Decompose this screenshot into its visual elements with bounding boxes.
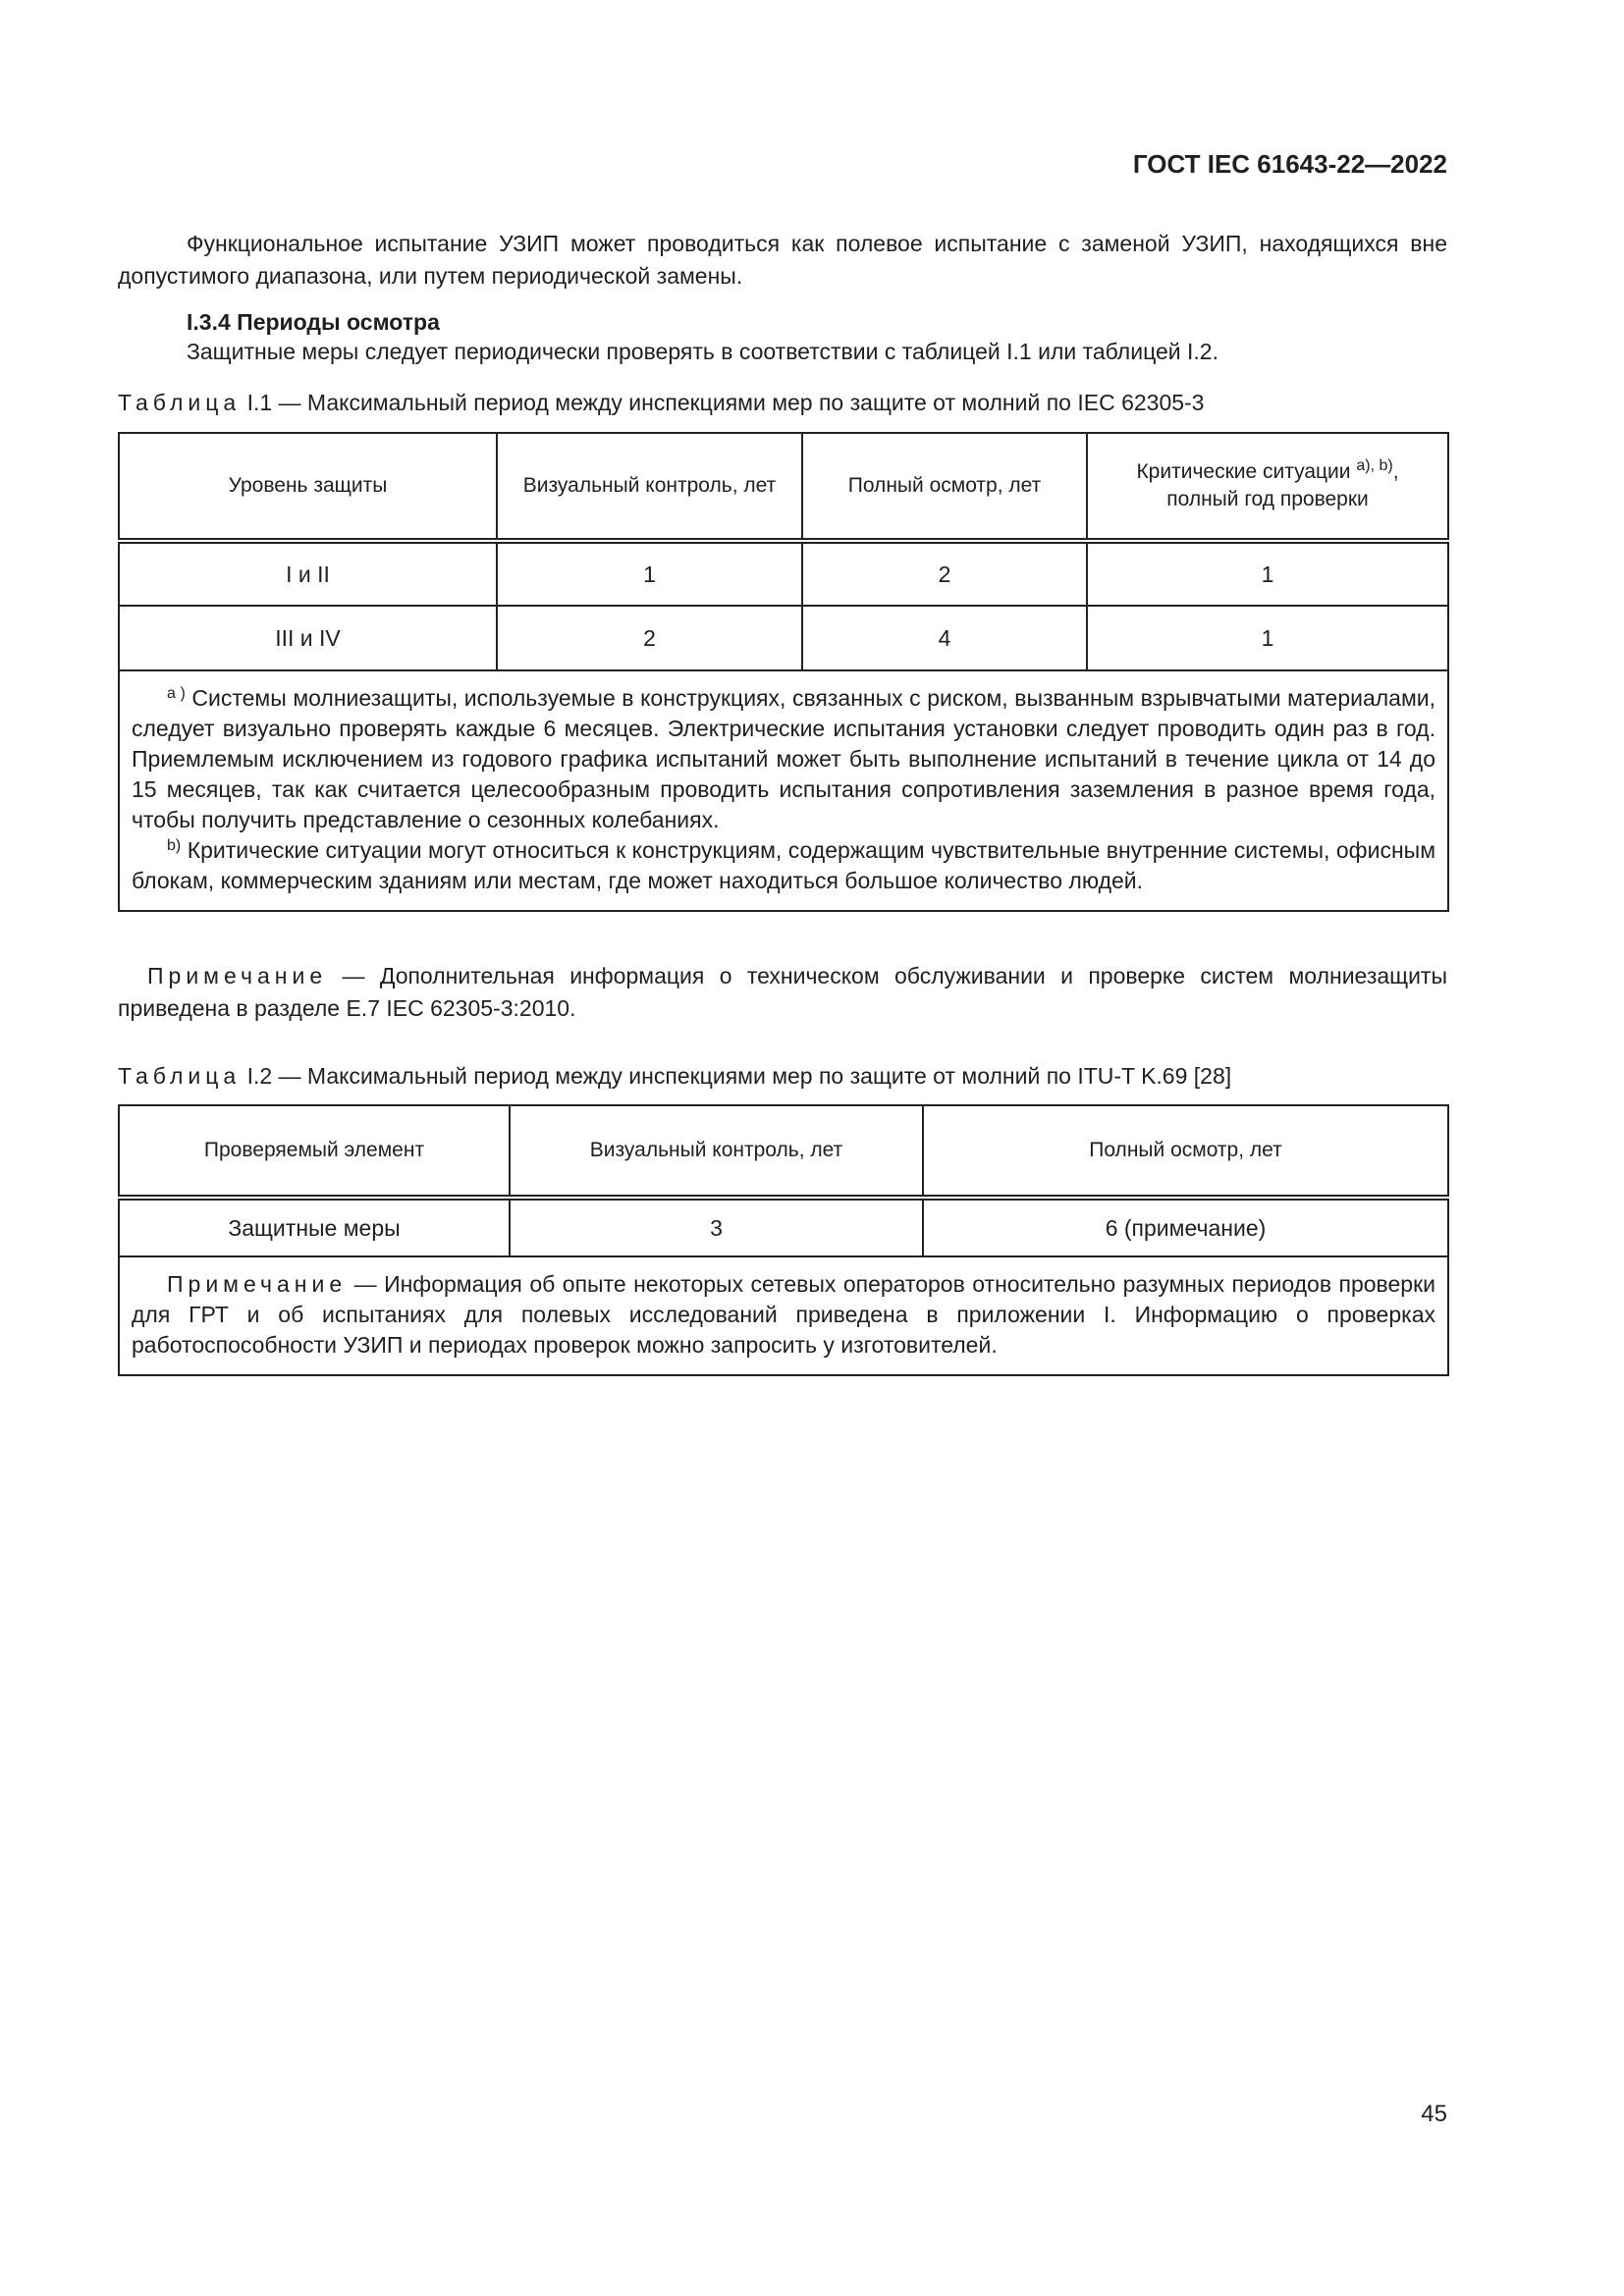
table2-caption bbox=[118, 1060, 1447, 1093]
note-text: — Дополнительная информация о техническом обслуживании и проверке систем молниезащиты приведена в разделе Е.7 IEC 62305-3:2010. bbox=[118, 963, 1447, 1021]
table-row bbox=[119, 541, 1448, 606]
table1-header-critical-comma: , bbox=[1392, 460, 1399, 483]
table2 bbox=[118, 1104, 1449, 1376]
footnote-b-text: Критические ситуации могут относиться к конструкциям, содержащим чувствительные внутренние системы, офисным блокам, коммерческим зданиям или местам, где может находиться большое количество людей. bbox=[132, 837, 1436, 893]
document-standard-header: ГОСТ IEC 61643-22—2022 bbox=[1132, 149, 1447, 179]
table-row bbox=[119, 606, 1448, 670]
section-number: I.3.4 bbox=[187, 309, 231, 335]
table2-note-row bbox=[119, 1256, 1448, 1375]
table2-header-element: Проверяемый элемент bbox=[119, 1105, 510, 1198]
table1-cell-visual: 2 bbox=[497, 606, 802, 670]
table1-cell-full: 2 bbox=[802, 541, 1087, 606]
table2-note-label: Примечание bbox=[167, 1271, 348, 1297]
section-text: Защитные меры следует периодически проверять в соответствии с таблицей I.1 или таблицей I.2. bbox=[187, 339, 1218, 364]
footnote-b-mark: b) bbox=[167, 837, 182, 854]
table1-caption-text: I.1 — Максимальный период между инспекциями мер по защите от молний по IEC 62305-3 bbox=[246, 390, 1205, 415]
table1-cell-full: 4 bbox=[802, 606, 1087, 670]
table1-header-full: Полный осмотр, лет bbox=[802, 433, 1087, 541]
note-label: Примечание bbox=[147, 963, 328, 988]
table1-header-critical-footnote-ref: a), b) bbox=[1356, 457, 1393, 474]
table-row bbox=[119, 1198, 1448, 1256]
footnote-a-text: Системы молниезащиты, используемые в конструкциях, связанных с риском, вызванным взрывчатыми материалами, следует визуально проверять каждые 6 месяцев. Электрические испытания установки следует проводить один раз в год. Приемлемым исключением из годового графика испытаний может быть выполнение испытаний в течение цикла от 14 до 15 месяцев, так как считается целесообразным проводить испытания сопротивления заземления в разное время года, чтобы получить представление о сезонных колебаниях. bbox=[132, 685, 1436, 832]
table2-cell-full: 6 (примечание) bbox=[923, 1198, 1448, 1256]
table2-header-row bbox=[119, 1105, 1448, 1198]
page-number: 45 bbox=[1421, 2101, 1447, 2127]
table2-cell-element: Защитные меры bbox=[119, 1198, 510, 1256]
table1-caption-label: Таблица bbox=[118, 390, 242, 415]
table2-note bbox=[119, 1256, 1448, 1375]
table2-cell-visual: 3 bbox=[510, 1198, 923, 1256]
table2-caption-label: Таблица bbox=[118, 1063, 242, 1089]
table2-header-visual: Визуальный контроль, лет bbox=[510, 1105, 923, 1198]
table1-footnotes bbox=[119, 670, 1448, 911]
table1-cell-critical: 1 bbox=[1087, 606, 1448, 670]
table1-cell-level: III и IV bbox=[119, 606, 497, 670]
table2-note-paragraph bbox=[132, 1269, 1435, 1361]
table2-caption-text: I.2 — Максимальный период между инспекциями мер по защите от молний по ITU-T K.69 [28] bbox=[246, 1063, 1232, 1089]
table1-header-critical bbox=[1087, 433, 1448, 541]
intro-paragraph: Функциональное испытание УЗИП может проводиться как полевое испытание с заменой УЗИП, находящихся вне допустимого диапазона, или путем периодической замены. bbox=[118, 231, 1447, 289]
table2-header-full: Полный осмотр, лет bbox=[923, 1105, 1448, 1198]
table1-header-level: Уровень защиты bbox=[119, 433, 497, 541]
section-title: Периоды осмотра bbox=[237, 309, 440, 335]
table1-header-critical-text: Критические ситуации bbox=[1136, 460, 1351, 483]
footnote-b bbox=[132, 835, 1435, 896]
table1-header-critical-subtext: полный год проверки bbox=[1166, 488, 1369, 510]
table1-cell-level: I и II bbox=[119, 541, 497, 606]
table1 bbox=[118, 432, 1449, 912]
table1-header-visual: Визуальный контроль, лет bbox=[497, 433, 802, 541]
table1-footnotes-row bbox=[119, 670, 1448, 911]
footnote-a bbox=[132, 683, 1435, 835]
table1-cell-visual: 1 bbox=[497, 541, 802, 606]
footnote-a-mark: a ) bbox=[167, 685, 186, 702]
table2-note-text: — Информация об опыте некоторых сетевых операторов относительно разумных периодов проверки для ГРТ и об испытаниях для полевых исследований приведена в приложении I. Информацию о проверках работоспособности УЗИП и периодах проверок можно запросить у изготовителей. bbox=[132, 1271, 1436, 1358]
note-paragraph bbox=[118, 960, 1447, 1025]
table1-header-row bbox=[119, 433, 1448, 541]
table1-caption bbox=[118, 387, 1447, 419]
table1-cell-critical: 1 bbox=[1087, 541, 1448, 606]
section-heading bbox=[187, 306, 1447, 339]
